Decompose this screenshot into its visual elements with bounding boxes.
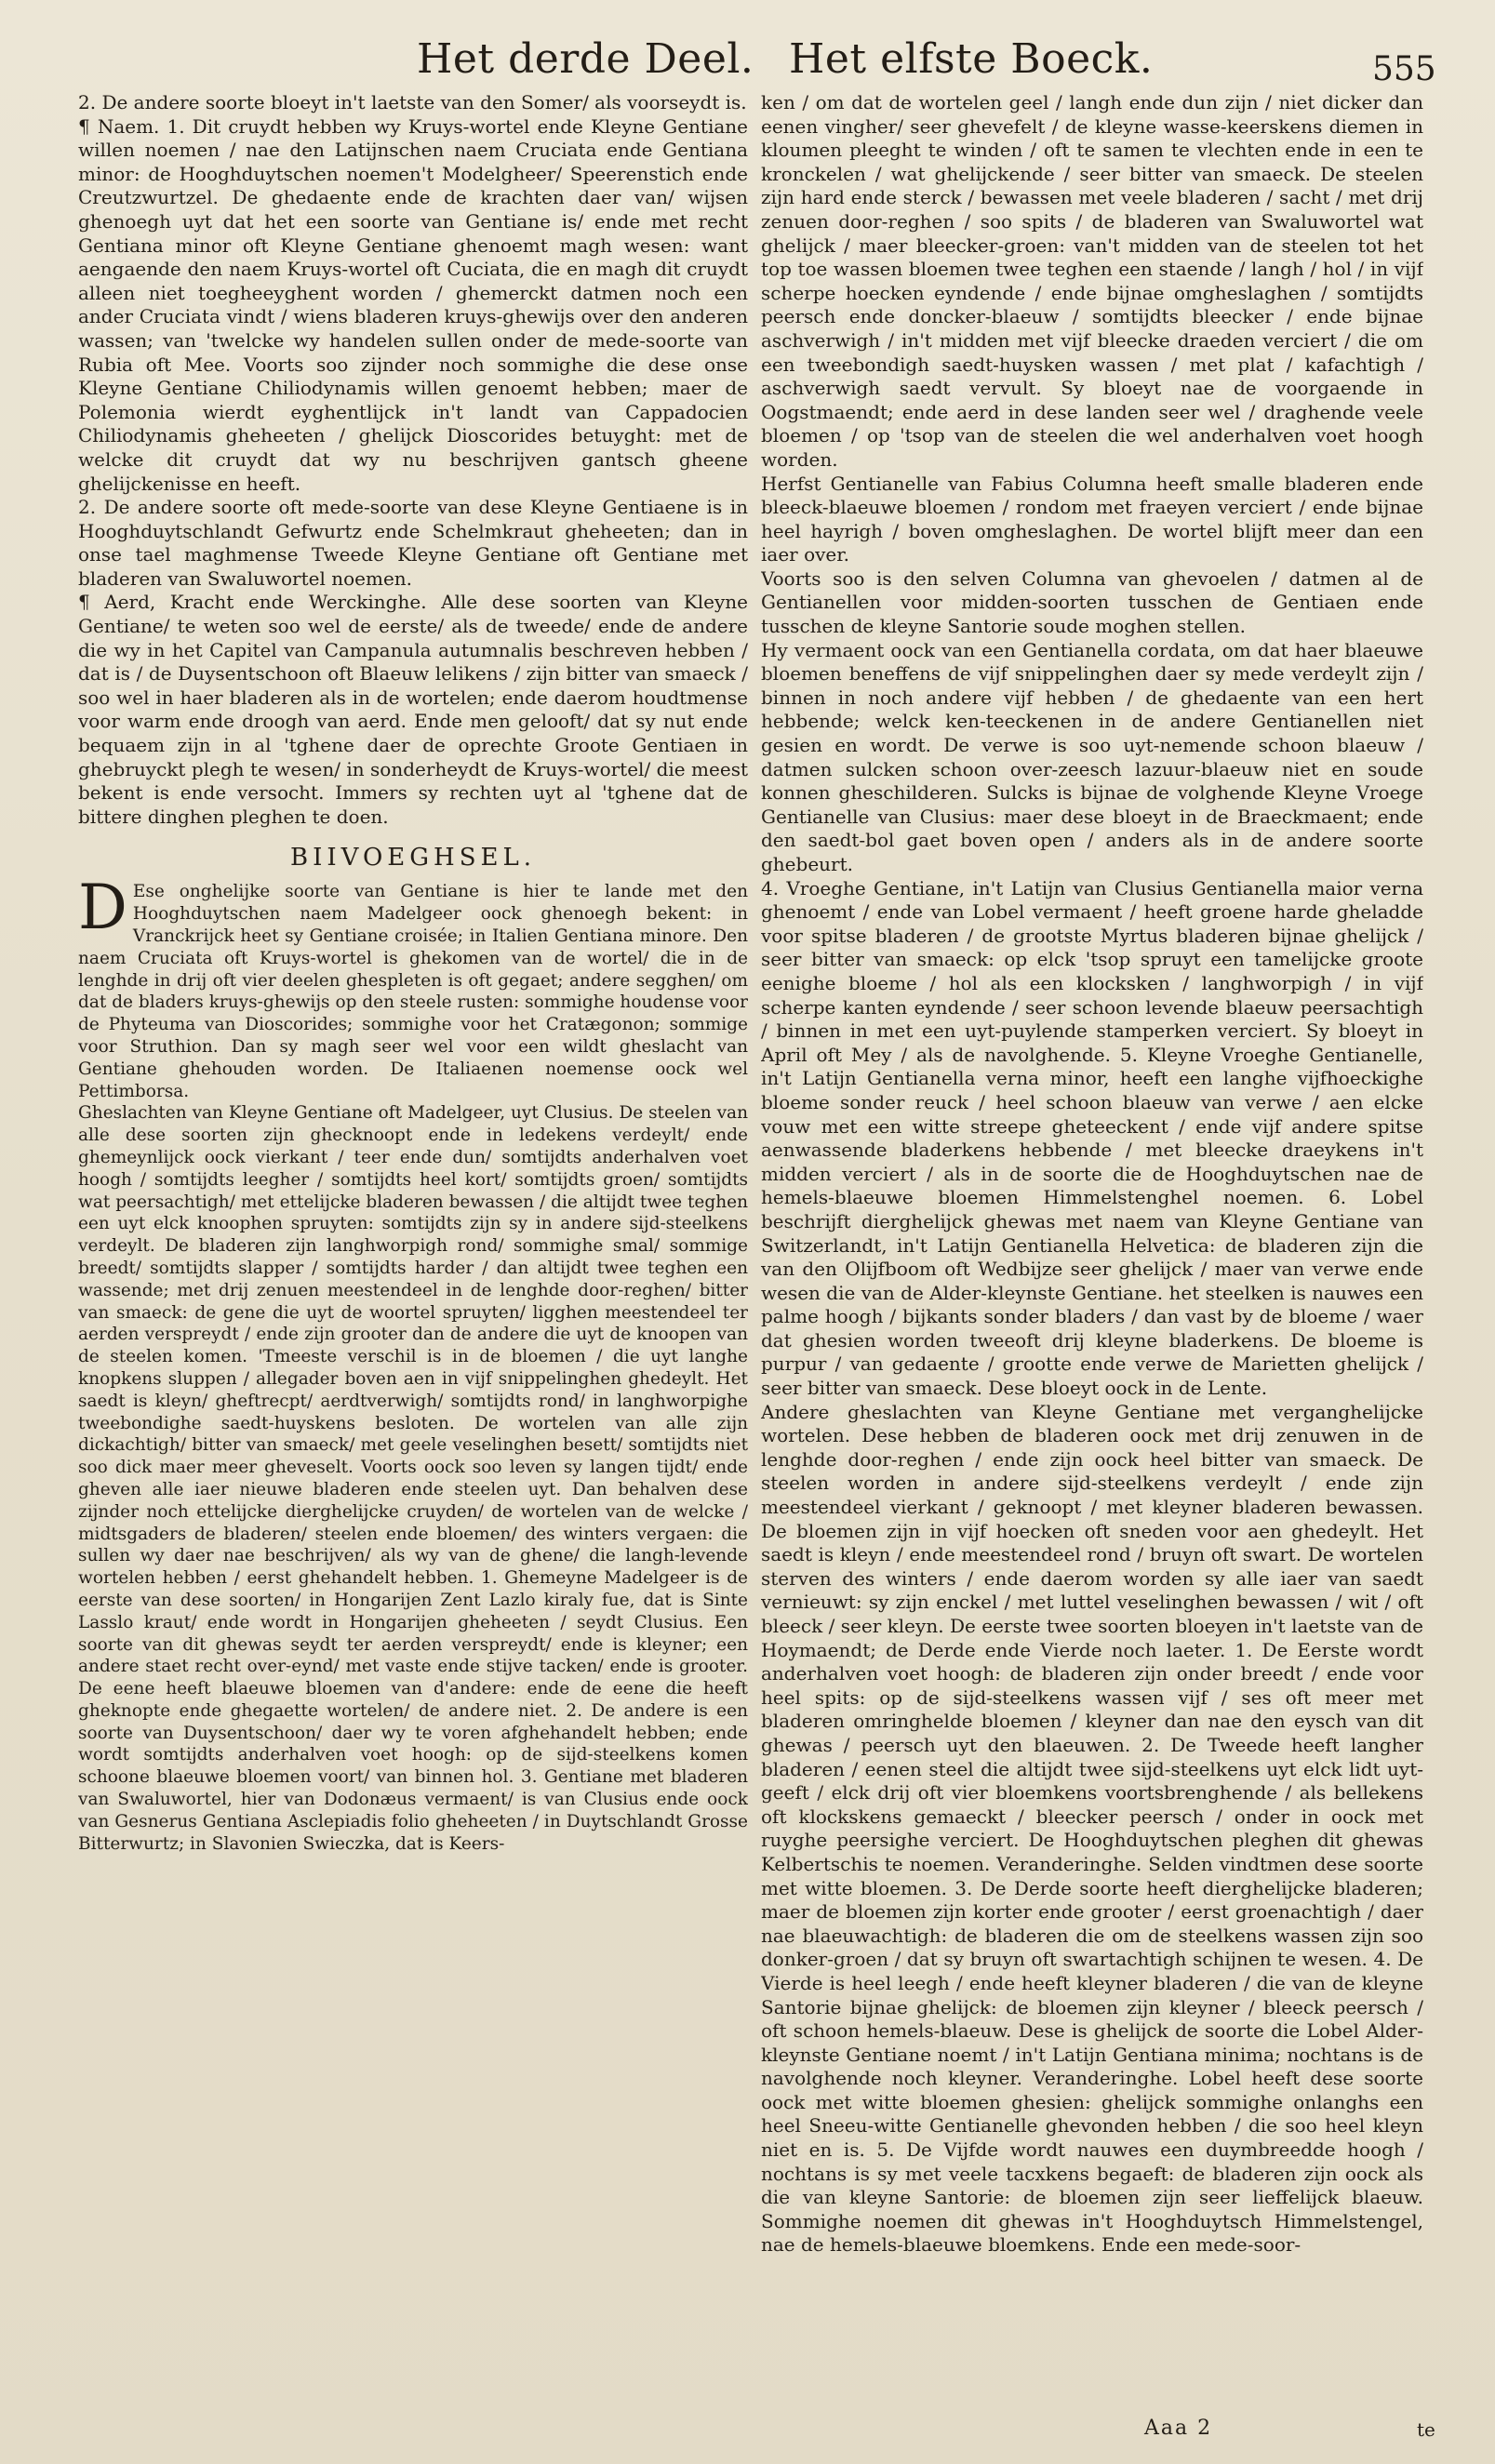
catchword: te — [1417, 2418, 1435, 2441]
signature-mark: Aaa 2 — [1144, 2417, 1213, 2440]
running-header — [0, 28, 1495, 88]
header-right-title: Het elfste Boeck. — [789, 35, 1154, 83]
paragraph-text: Ese onghelijke soorte van Gentiane is hier te lande met den Hooghduytschen naem Madelgeer oock ghenoegh bekent: in Vranckrijck heet sy Gentiane croisée; in Italien Gentiana minore. Den naem Cruciata oft Kruys-wortel is ghekomen van de wortel/ die in de lenghde in drij oft vier deelen ghespleten is oft gegaet; andere segghen/ om dat de bladers kruys-ghewijs op den steele rusten: sommighe houdense voor de Phyteuma van Dioscorides; sommighe voor het Cratægonon; sommige voor Struthion. Dan sy magh seer wel voor een wildt gheslacht van Gentiane ghehouden worden. De Italiaenen noemense oock wel Pettimborsa. — [78, 882, 748, 1101]
page-number: 555 — [1372, 50, 1436, 88]
section-heading: BIIVOEGHSEL. — [289, 844, 537, 872]
paragraph-with-dropcap — [78, 872, 748, 1102]
paragraph: ken / om dat de wortelen geel / langh ende dun zijn / niet dicker dan eenen vingher/ seer ghevefelt / de kleyne wasse-keerskens diemen in kloumen pleeght te winden / oft te samen te vlechten ende in een te kronckelen / wat ghelijckende / seer bitter van smaeck. De steelen zijn hard ende sterck / bewassen met veele bladeren / sacht / met drij zenuen door-reghen / soo spits / de bladeren van Swaluwortel wat ghelijck / maer bleecker-groen: van't midden van de steelen tot het top toe wassen bloemen twee teghen een staende / langh / hol / in vijf scherpe hoecken eyndende / ende bijnae omgheslaghen / somtijdts peersch ende doncker-blaeuw / somtijdts bleecker / ende bijnae aschverwigh / in't midden met vijf bleecke draeden verciert / die om een tweebondigh saedt-huysken wassen / met plat / kafachtigh / aschverwigh saedt vervult. Sy bloeyt nae de voorgaende in Oogstmaendt; ende aerd in dese landen seer wel / draghende veele bloemen / op 'tsop van de steelen die wel anderhalven voet hoogh worden. — [761, 91, 1423, 471]
paragraph: Herfst Gentianelle van Fabius Columna heeft smalle bladeren ende bleeck-blaeuwe bloemen / rondom met fraeyen verciert / ende bijnae heel hayrigh / boven omgheslaghen. De wortel blijft meer dan een iaer over. — [761, 472, 1423, 566]
paragraph: 2. De andere soorte bloeyt in't laetste van den Somer/ als voorseydt is. — [78, 91, 747, 113]
paragraph: Hy vermaent oock van een Gentianella cordata, om dat haer blaeuwe bloemen beneffens de vijf snippelinghen daer sy mede verdeylt zijn / binnen in noch andere vijf hebben / de ghedaente van een hert hebbende; welck ken-teeckenen in de andere Gentianellen niet gesien en wordt. De verwe is soo uyt-nemende schoon blaeuw / datmen sulcken schoon over-zeesch lazuur-blaeuw niet en soude konnen gheschilderen. Sulcks is bijnae de volghende Kleyne Vroege Gentianelle van Clusius: maer dese bloeyt in de Braeckmaent; ende den saedt-bol gaet boven open / anders als in de andere soorte ghebeurt. — [761, 638, 1423, 875]
header-left-title: Het derde Deel. — [417, 35, 754, 83]
paragraph: Gheslachten van Kleyne Gentiane oft Madelgeer, uyt Clusius. De steelen van alle dese soorten zijn ghecknoopt ende in ledekens verdeylt/ ende ghemeynlijck oock vierkant / teer ende dun/ somtijdts anderhalven voet hoogh / somtijdts leegher / somtijdts heel kort/ somtijdts groen/ somtijdts wat peersachtigh/ met ettelijcke bladeren bewassen / die altijdt twee teghen een uyt elck knoophen spruyten: somtijdts zijn sy in andere sijd-steelkens verdeylt. De bladeren zijn langhworpigh rond/ sommighe smal/ sommige breedt/ somtijdts slapper / somtijdts harder / dan altijdt twee teghen een wassende; met drij zenuen meestendeel in de lenghde door-reghen/ bitter van smaeck: de gene die uyt de woortel spruyten/ ligghen meestendeel ter aerden verspreydt / ende zijn grooter dan de andere die uyt de knoopen van de steelen komen. 'Tmeeste verschil is in de bloemen / die uyt langhe knopkens sluppen / allegader boven aen in vijf snippelinghen ghedeylt. Het saedt is kleyn/ gheftrecpt/ aerdtverwigh/ somtijdts rond/ in langhworpighe tweebondighe saedt-huyskens besloten. De wortelen van alle zijn dickachtigh/ bitter van smaeck/ met geele veselinghen besett/ somtijdts niet soo dick maer meer gheveselt. Voorts oock soo leven sy langen tijdt/ ende gheven alle iaer nieuwe bladeren ende steelen uyt. Dan behalven dese zijnder noch ettelijcke dierghelijcke cruyden/ de wortelen van de welcke / midtsgaders de bladeren/ steelen ende bloemen/ des winters vergaen: die sullen wy daer nae beschrijven/ als wy van de ghene/ die langh-levende wortelen hebben / eerst ghehandelt hebben. 1. Ghemeyne Madelgeer is de eerste van dese soorten/ in Hongarijen Zent Lazlo kiraly fue, dat is Sinte Lasslo kraut/ ende wordt in Hongarijen gheheeten / seydt Clusius. Een soorte van dit ghewas seydt ter aerden verspreydt/ ende is kleyner; een andere staet recht over-eynd/ met vaste ende stijve tacken/ ende is grooter. De eene heeft blaeuwe bloemen van d'andere: ende de eene die heeft gheknopte ende ghegaette wortelen/ de andere niet. 2. De andere is een soorte van Duysentschoon/ daer wy te voren afghehandelt hebben; ende wordt somtijdts anderhalven voet hoogh: op de sijd-steelkens komen schoone blaeuwe bloemen voort/ van binnen hol. 3. Gentiane met bladeren van Swaluwortel, hier van Dodonæus vermaent/ is van Clusius ende oock van Gesnerus Gentiana Asclepiadis folio gheheeten / in Duytschlandt Grosse Bitterwurtz; in Slavonien Swieczka, dat is Keers- — [78, 1103, 748, 1854]
paragraph: 4. Vroeghe Gentiane, in't Latijn van Clusius Gentianella maior verna ghenoemt / ende van Lobel vermaent / heeft groene harde gheladde voor spitse bladeren / de grootste Myrtus bladeren bijnae ghelijck / seer bitter van smaeck: op elck 'tsop spruyt een tamelijcke groote eenighe bloeme / hol als een klocksken / langhworpigh / in vijf scherpe kanten eyndende / seer schoon levende blaeuw peersachtigh / binnen in met een uyt-puylende stamperken verciert. Sy bloeyt in April oft Mey / als de navolghende. 5. Kleyne Vroeghe Gentianelle, in't Latijn Gentianella verna minor, heeft een langhe vijfhoeckighe bloeme sonder reuck / heel schoon blaeuw van verwe / aen elcke vouw met een witte streepe gheteeckent / ende vijf andere spitse aenwassende bladerkens hebbende / met bleecke draeykens in't midden verciert / als in de soorte die de Hooghduytschen nae de hemels-blaeuwe bloemen Himmelstenghel noemen. 6. Lobel beschrijft dierghelijck ghewas met naem van Kleyne Gentiane van Switzerlandt, in't Latijn Gentianella Helvetica: de bladeren zijn die van den Olijfboom oft Wedbijze seer ghelijck / maer van verwe ende wesen die van de Alder-kleynste Gentiane. het steelken is nauwes een palme hoogh / bijkants sonder bladers / dan vast by de bloeme / waer dat ghesien worden tweeoft drij kleyne bladerkens. De bloeme is purpur / van gedaente / grootte ende verwe de Marietten ghelijck / seer bitter van smaeck. Dese bloeyt oock in de Lente. — [761, 876, 1423, 1400]
paragraph: ¶ Naem. 1. Dit cruydt hebben wy Kruys-wortel ende Kleyne Gentiane willen noemen / nae den Latijnschen naem Cruciata ende Gentiana minor: de Hooghduytschen noemen't Modelgheer/ Speerenstich ende Creutzwurtzel. De ghedaente ende de krachten daer van/ wijsen ghenoegh uyt dat het een soorte van Gentiane is/ ende met recht Gentiana minor oft Kleyne Gentiane ghenoemt magh wesen: want aengaende den naem Kruys-wortel oft Cuciata, die en magh dit cruydt alleen niet toegheeyghent worden / ghemerckt datmen noch een ander Cruciata vindt / wiens bladeren kruys-ghewijs over den anderen wassen; van 'twelcke wy handelen sullen onder de mede-soorte van Rubia oft Mee. Voorts soo zijnder noch sommighe die dese onse Kleyne Gentiane Chiliodynamis willen genoemt hebben; maer de Polemonia wierdt eyghentlijck in't landt van Cappadocien Chiliodynamis gheheeten / ghelijck Dioscorides betuyght: met de welcke dit cruydt dat wy nu beschrijven gantsch gheene ghelijckenisse en heeft. — [78, 114, 748, 495]
page-footer — [0, 2417, 1495, 2454]
paragraph: Andere gheslachten van Kleyne Gentiane met verganghelijcke wortelen. Dese hebben de bladeren oock met drij zenuwen in de lenghde door-reghen / ende zijn oock heel bitter van smaeck. De steelen worden in andere sijd-steelkens verdeylt / ende zijn meestendeel vierkant / geknoopt / met kleyner bladeren bewassen. De bloemen zijn in vijf hoecken oft sneden voor aen ghedeylt. Het saedt is kleyn / ende meestendeel rond / bruyn oft swart. De wortelen sterven des winters / ende daerom worden sy alle iaer van saedt vernieuwt: sy zijn enckel / met luttel veselinghen bewassen / wit / oft bleeck / seer kleyn. De eerste twee soorten bloeyen in't laetste van de Hoymaendt; de Derde ende Vierde noch laeter. 1. De Eerste wordt anderhalven voet hoogh: de bladeren zijn onder breedt / ende voor heel spits: op de sijd-steelkens wassen vijf / ses oft meer met bladeren omringhelde bloemen / kleyner dan nae den eysch van dit ghewas / peersch uyt den blaeuwen. 2. De Tweede heeft langher bladeren / eenen steel die altijdt twee sijd-steelkens uyt elck lidt uyt-geeft / elck drij oft vier bloemkens voortsbrenghende / als bellekens oft klockskens gemaeckt / bleecker peersch / onder in oock met ruyghe peersighe verciert. De Hooghduytschen pleghen dit ghewas Kelbertschis te noemen. Veranderinghe. Selden vindtmen dese soorte met witte bloemen. 3. De Derde soorte heeft dierghelijcke bladeren; maer de bloemen zijn korter ende grooter / eerst groenachtigh / daer nae blaeuwachtigh: de bladeren die om de steelkens wassen zijn soo donker-groen / dat sy bruyn oft swartachtigh schijnen te wesen. 4. De Vierde is heel leegh / ende heeft kleyner bladeren / die van de kleyne Santorie bijnae ghelijck: de bloemen zijn kleyner / bleeck peersch / oft schoon hemels-blaeuw. Dese is ghelijck de soorte die Lobel Alder-kleynste Gentiane noemt / in't Latijn Gentiana minima; nochtans is de navolghende noch kleyner. Veranderinghe. Lobel heeft dese soorte oock met witte bloemen ghesien: ghelijck sommighe onlanghs een heel Sneeu-witte Gentianelle ghevonden hebben / die soo heel kleyn niet en is. 5. De Vijfde wordt nauwes een duymbreedde hoogh / nochtans is sy met veele tacxkens begaeft: de bladeren zijn oock als die van kleyne Santorie: de bloemen zijn seer lieffelijck blaeuw. Sommighe noemen dit ghewas in't Hooghduytsch Himmelstengel, nae de hemels-blaeuwe bloemkens. Ende een mede-soor- — [761, 1400, 1423, 2257]
left-column — [78, 91, 748, 2426]
paragraph: Voorts soo is den selven Columna van ghevoelen / datmen al de Gentianellen voor midden-soorten tusschen de Gentiaen ende tusschen de kleyne Santorie soude moghen stellen. — [761, 566, 1423, 638]
paragraph: 2. De andere soorte oft mede-soorte van dese Kleyne Gentiaene is in Hooghduytschlandt Gefwurtz ende Schelmkraut gheheeten; dan in onse tael maghmense Tweede Kleyne Gentiane oft Gentiane met bladeren van Swaluwortel noemen. — [78, 496, 748, 590]
drop-cap: D — [78, 872, 127, 944]
paragraph: ¶ Aerd, Kracht ende Werckinghe. Alle dese soorten van Kleyne Gentiane/ te weten soo wel de eerste/ als de tweede/ ende de andere die wy in het Capitel van Campanula autumnalis beschreven hebben / dat is / de Duysentschoon oft Blaeuw lelikens / zijn bitter van smaeck / soo wel in haer bladeren als in de wortelen; ende daerom houdtmense voor warm ende droogh van aerd. Ende men gelooft/ dat sy nut ende bequaem zijn in al 'tghene daer de oprechte Groote Gentiaen in ghebruyckt plegh te wesen/ in sonderheydt de Kruys-wortel/ die meest bekent is ende versocht. Immers sy rechten uyt al 'tghene dat de bittere dinghen pleghen te doen. — [78, 591, 748, 828]
right-column — [761, 91, 1423, 2426]
